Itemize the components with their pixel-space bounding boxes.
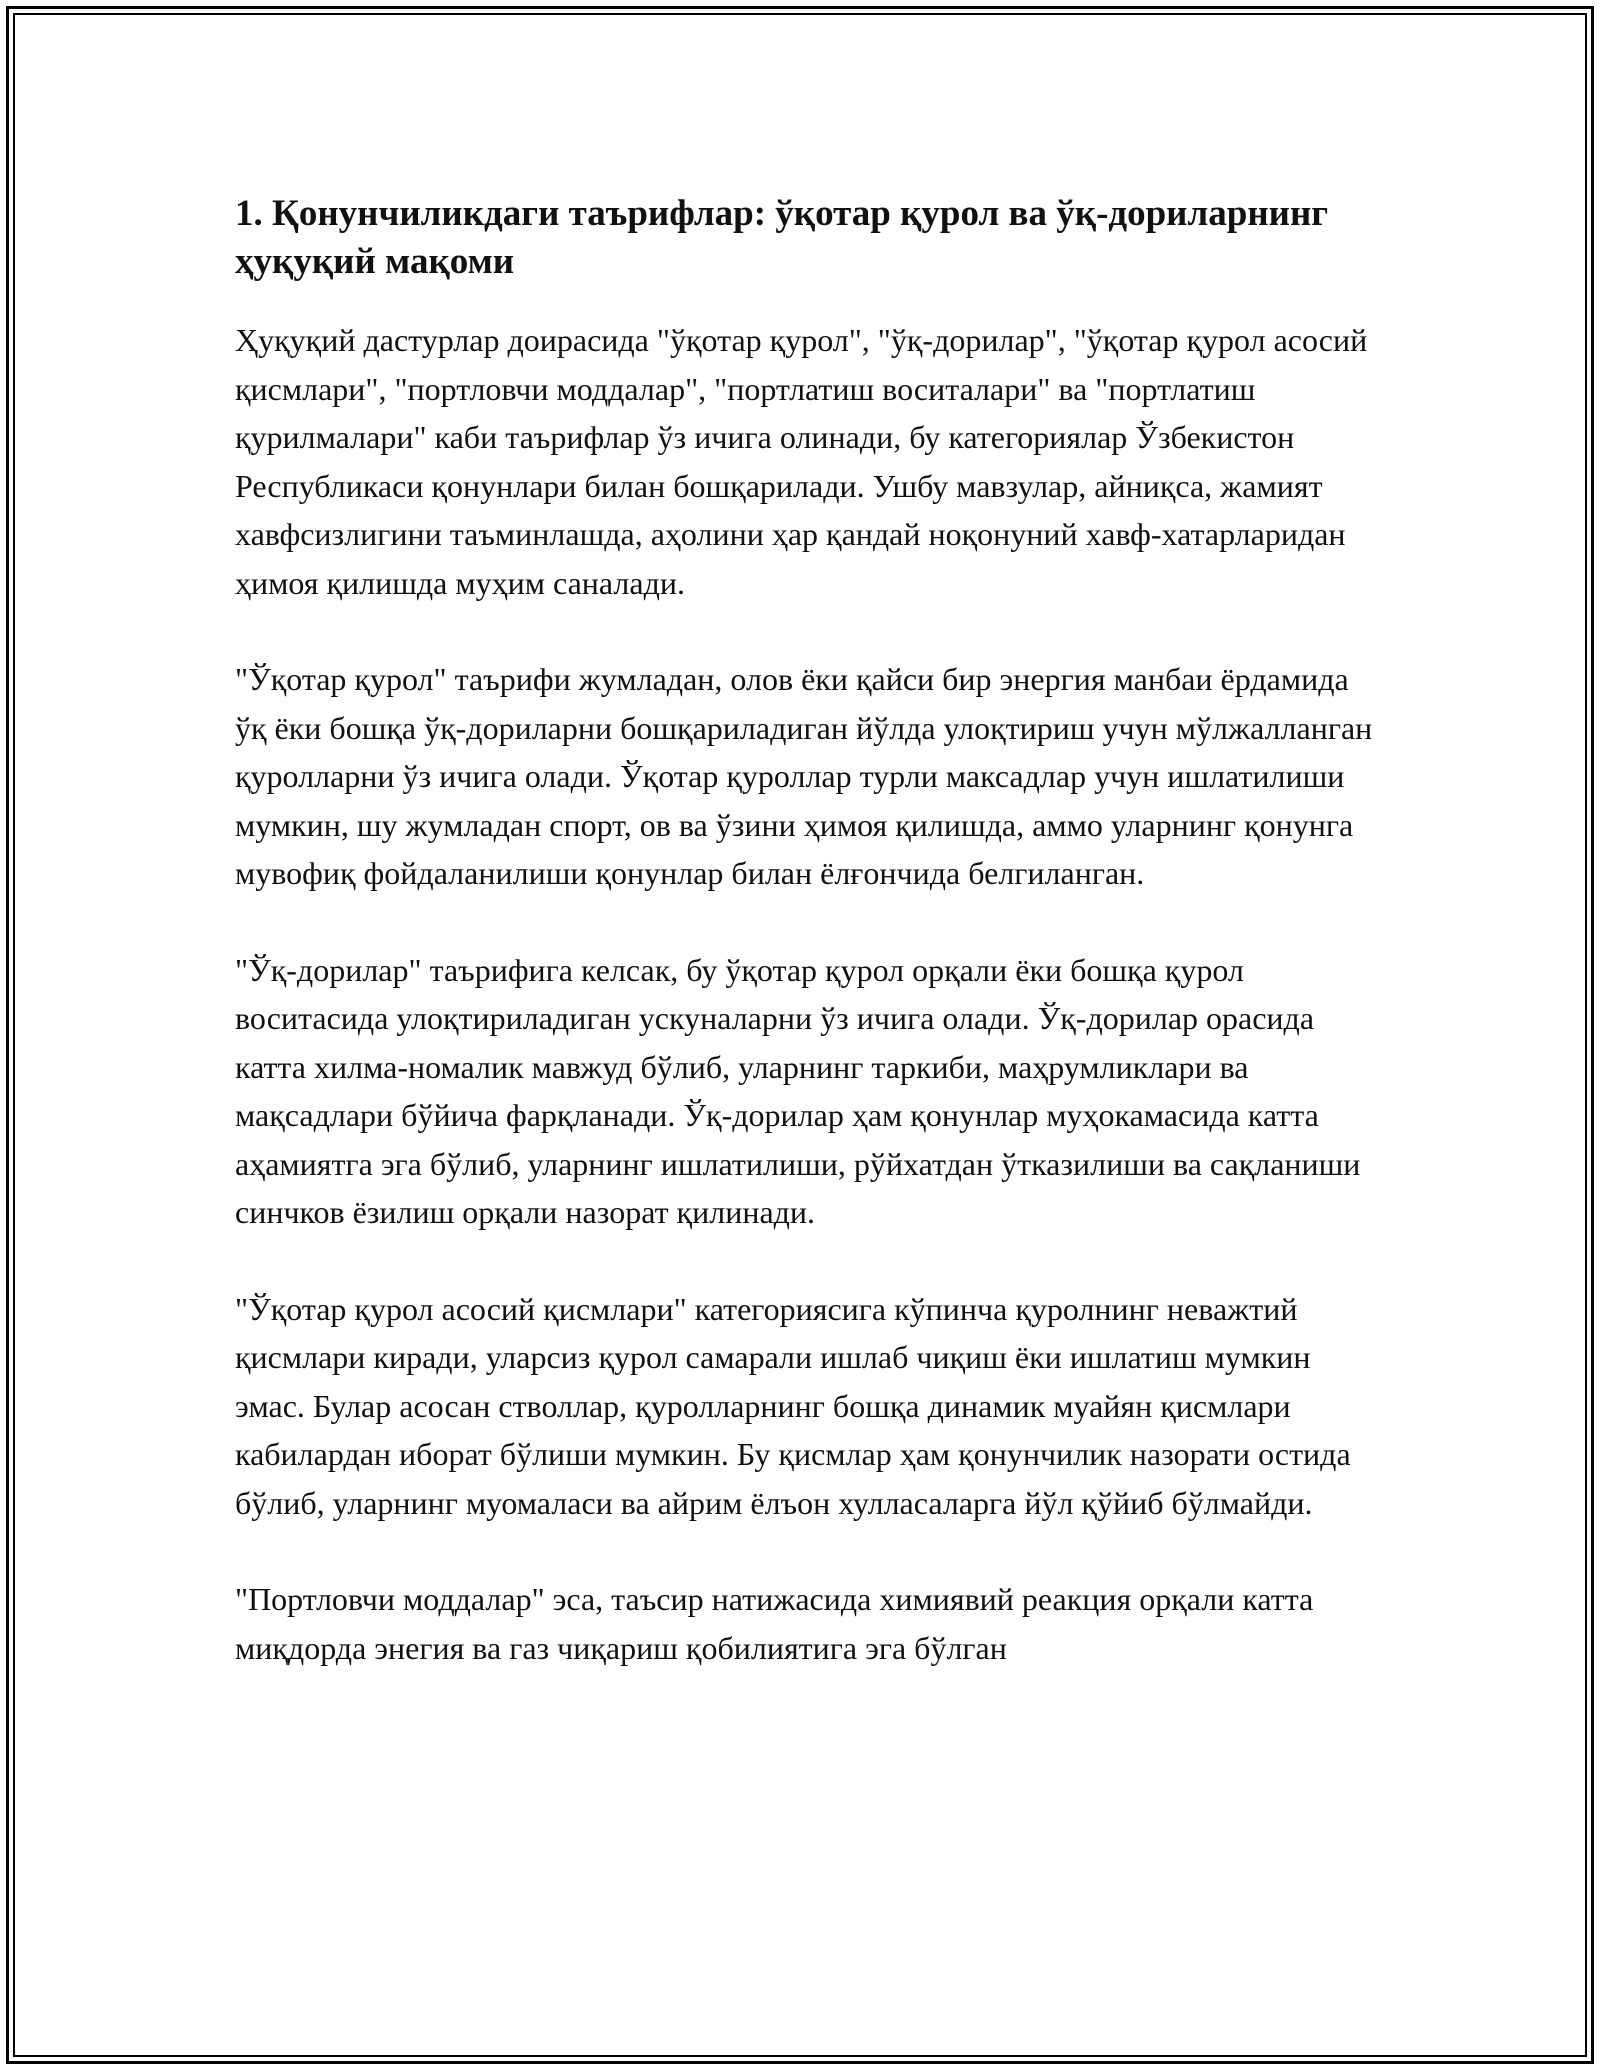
paragraph-4: "Ўқотар қурол асосий қисмлари" категориясига кўпинча қуролнинг неважтий қисмлари киради, уларсиз қурол самарали ишлаб чиқиш ёки ишлатиш мумкин эмас. Булар асосан стволлар, қуролларнинг бошқа динамик муайян қисмлари кабилардан иборат бўлиши мумкин. Бу қисмлар ҳам қонунчилик назорати остида бўлиб, уларнинг муомаласи ва айрим ёлъон хулласаларга йўл қўйиб бўлмайди. [235,1290,1351,1521]
paragraph-1: Ҳуқуқий дастурлар доирасида "ўқотар қурол", "ўқ-дорилар", "ўқотар қурол асосий қисмлари", "портловчи моддалар", "портлатиш воситалари" ва "портлатиш қурилмалари" каби таърифлар ўз ичига олинади, бу категориялар Ўзбекистон Республикаси қонунлари билан бошқарилади. Ушбу мавзулар, айниқса, жамият хавфсизлигини таъминлашда, аҳолини ҳар қандай ноқонуний хавф-хатарларидан ҳимоя қилишда муҳим саналади. [235,322,1368,601]
section-heading: 1. Қонунчиликдаги таърифлар: ўқотар қурол ва ўқ-дориларнинг ҳуқуқий мақоми [235,193,1329,282]
paragraph-5: "Портловчи моддалар" эса, таъсир натижасида химиявий реакция орқали катта миқдорда энегия ва газ чиқариш қобилиятига эга бўлган [235,1581,1314,1666]
paragraph-2: "Ўқотар қурол" таърифи жумладан, олов ёки қайси бир энергия манбаи ёрдамида ўқ ёки бошқа ўқ-дориларни бошқариладиган йўлда улоқтириш учун мўлжалланган қуролларни ўз ичига олади. Ўқотар қуроллар турли максадлар учун ишлатилиши мумкин, шу жумладан спорт, ов ва ўзини ҳимоя қилишда, аммо уларнинг қонунга мувофиқ фойдаланилиши қонунлар билан ёлғончида белгиланган. [235,661,1373,891]
paragraph-3: "Ўқ-дорилар" таърифига келсак, бу ўқотар қурол орқали ёки бошқа қурол воситасида улоқтириладиган ускуналарни ўз ичига олади. Ўқ-дорилар орасида катта хилма-номалик мавжуд бўлиб, уларнинг таркиби, маҳрумликлари ва мақсадлари бўйича фарқланади. Ўқ-дорилар ҳам қонунлар муҳокамасида катта аҳамиятга эга бўлиб, уларнинг ишлатилиши, рўйхатдан ўтказилиши ва сақланиши синчков ёзилиш орқали назорат қилинади. [235,951,1361,1230]
document-body [235,190,1375,1720]
